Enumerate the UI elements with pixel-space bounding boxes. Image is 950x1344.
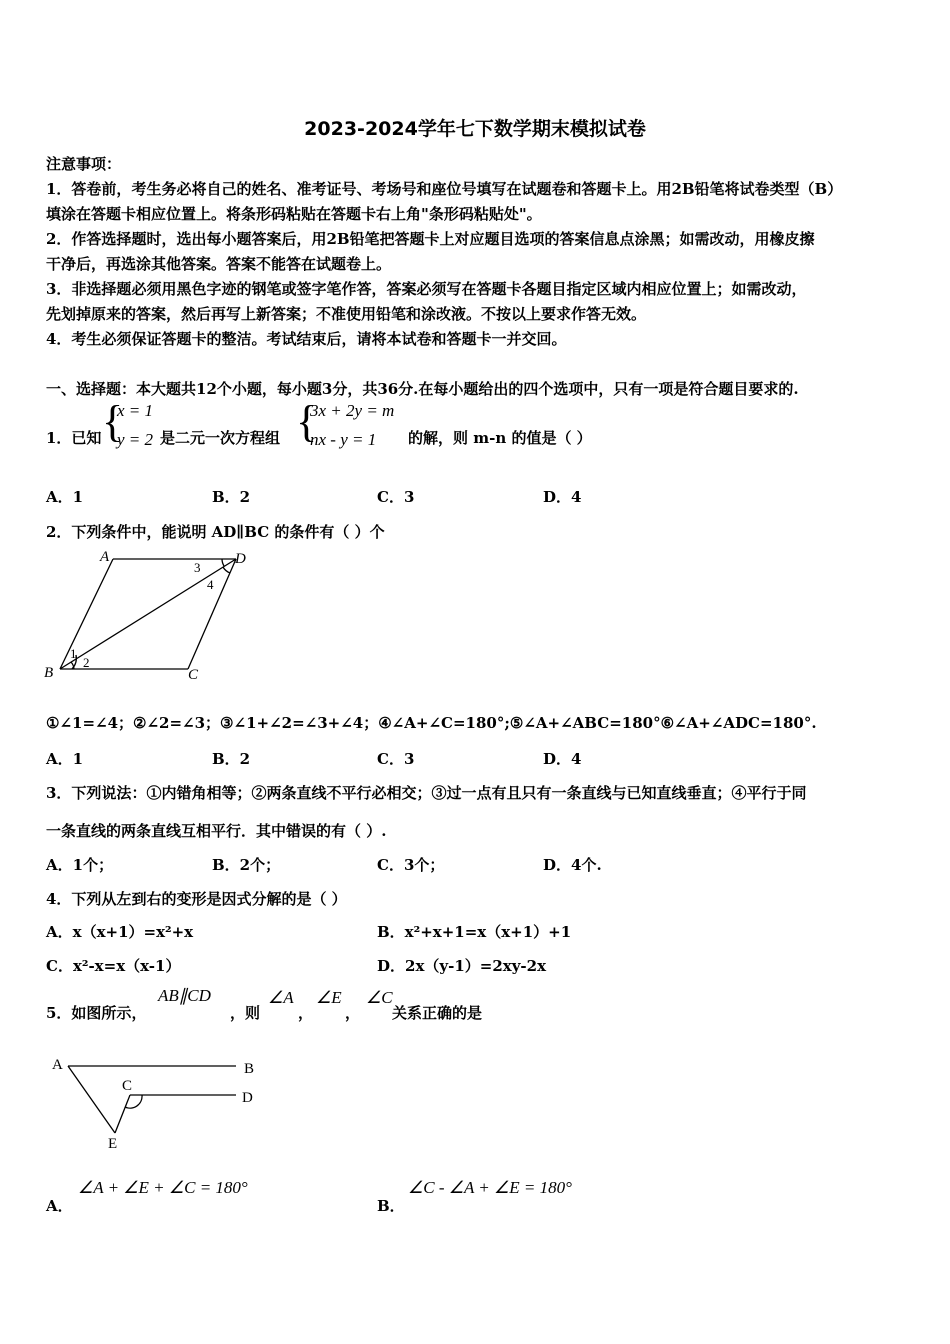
segment-dc [188, 559, 236, 669]
q2-option-d: D．4 [543, 750, 582, 768]
section-heading: 一、选择题：本大题共12个小题，每小题3分，共36分.在每小题给出的四个选项中，只有一项是符合题目要求的. [46, 380, 799, 398]
label-d: D [235, 551, 246, 567]
label-b: B [44, 665, 54, 681]
q1-system2-eq2: nx - y = 1 [310, 430, 377, 449]
q5-parallel-lines-figure [40, 1045, 280, 1160]
q1-option-d: D．4 [543, 488, 582, 506]
q5-option-b-label: B． [377, 1197, 405, 1215]
q4-option-c: C．x²-x=x（x-1） [46, 957, 181, 975]
notice-line: 3．非选择题必须用黑色字迹的钢笔或签字笔作答，答案必须写在答题卡各题目指定区域内相应位置上；如需改动， [46, 280, 807, 298]
q3-option-b: B．2个； [212, 856, 281, 874]
q5-option-a-label: A． [46, 1197, 73, 1215]
q3-line1: 3．下列说法：①内错角相等；②两条直线不平行必相交；③过一点有且只有一条直线与已知直线垂直；④平行于同 [46, 784, 807, 802]
label-angle-2: 2 [83, 655, 90, 670]
q3-line2: 一条直线的两条直线互相平行．其中错误的有（ ）. [46, 822, 387, 840]
q1-middle: 是二元一次方程组 [160, 429, 281, 447]
q1-system1-eq2: y = 2 [117, 430, 154, 449]
label-c: C [188, 667, 199, 683]
q2-parallelogram-figure [40, 545, 260, 685]
q5-angle-a: ∠A [268, 988, 294, 1007]
q5-sep1: ，则 [230, 1004, 261, 1022]
segment-ec [115, 1095, 130, 1133]
q2-option-b: B．2 [212, 750, 251, 768]
q5-angle-c: ∠C [366, 988, 393, 1007]
q4-option-b: B．x²+x+1=x（x+1）+1 [377, 923, 572, 941]
q1-prefix: 1．已知 [46, 429, 102, 447]
label-angle-3: 3 [194, 560, 201, 575]
q4-option-a: A．x（x+1）=x²+x [46, 923, 194, 941]
label-a: A [100, 549, 110, 565]
q5-sep2: ， [298, 1004, 314, 1022]
q4-stem: 4．下列从左到右的变形是因式分解的是（ ） [46, 890, 347, 908]
q1-option-c: C．3 [377, 488, 415, 506]
q2-option-a: A．1 [46, 750, 84, 768]
label-d: D [242, 1090, 253, 1106]
label-b: B [244, 1061, 255, 1077]
notice-line: 2．作答选择题时，选出每小题答案后，用2B铅笔把答题卡上对应题目选项的答案信息点涂黑；如需改动，用橡皮擦 [46, 230, 815, 248]
q5-prefix: 5．如图所示， [46, 1004, 147, 1022]
q5-parallel-expr: AB∥CD [158, 986, 211, 1005]
q5-angle-e: ∠E [316, 988, 342, 1007]
q2-option-c: C．3 [377, 750, 415, 768]
angle-arc-4 [223, 567, 230, 573]
q5-sep3: ， [345, 1004, 361, 1022]
notice-line: 先划掉原来的答案，然后再写上新答案；不准使用铅笔和涂改液。不按以上要求作答无效。 [46, 305, 647, 323]
notice-line: 填涂在答题卡相应位置上。将条形码粘贴在答题卡右上角"条形码粘贴处"。 [46, 205, 542, 223]
q5-option-b: ∠C - ∠A + ∠E = 180° [408, 1178, 572, 1197]
segment-ae [68, 1066, 115, 1133]
label-a: A [52, 1057, 63, 1073]
q2-conditions: ①∠1=∠4；②∠2=∠3；③∠1+∠2=∠3+∠4；④∠A+∠C=180°;⑤∠A+∠ABC=180°⑥∠A+∠ADC=180°. [46, 714, 817, 732]
page-title: 2023-2024学年七下数学期末模拟试卷 [304, 118, 646, 140]
q3-option-d: D．4个. [543, 856, 602, 874]
q5-option-a: ∠A + ∠E + ∠C = 180° [78, 1178, 248, 1197]
q1-brace-left: { [102, 397, 124, 446]
notice-line: 1．答卷前，考生务必将自己的姓名、准考证号、考场号和座位号填写在试题卷和答题卡上。用2B铅笔将试卷类型（B） [46, 180, 843, 198]
q4-option-d: D．2x（y-1）=2xy-2x [377, 957, 547, 975]
q1-option-b: B．2 [212, 488, 251, 506]
notice-line: 干净后，再选涂其他答案。答案不能答在试题卷上。 [46, 255, 392, 273]
notice-heading: 注意事项： [46, 155, 122, 173]
q1-system2-eq1: 3x + 2y = m [310, 401, 395, 420]
q3-option-a: A．1个； [46, 856, 114, 874]
q5-suffix: 关系正确的是 [392, 1004, 483, 1022]
label-e: E [108, 1136, 118, 1152]
notice-line: 4．考生必须保证答题卡的整洁。考试结束后，请将本试卷和答题卡一并交回。 [46, 330, 567, 348]
angle-arc-3 [222, 559, 224, 566]
label-angle-4: 4 [207, 577, 214, 592]
q2-stem: 2．下列条件中，能说明 AD∥BC 的条件有（ ）个 [46, 523, 385, 541]
q3-option-c: C．3个； [377, 856, 445, 874]
q1-option-a: A．1 [46, 488, 84, 506]
label-c: C [122, 1078, 133, 1094]
q1-system1-eq1: x = 1 [117, 401, 154, 420]
q1-suffix: 的解，则 m-n 的值是（ ） [408, 429, 592, 447]
label-angle-1: 1 [70, 646, 77, 661]
q1-brace-right: { [296, 397, 318, 446]
